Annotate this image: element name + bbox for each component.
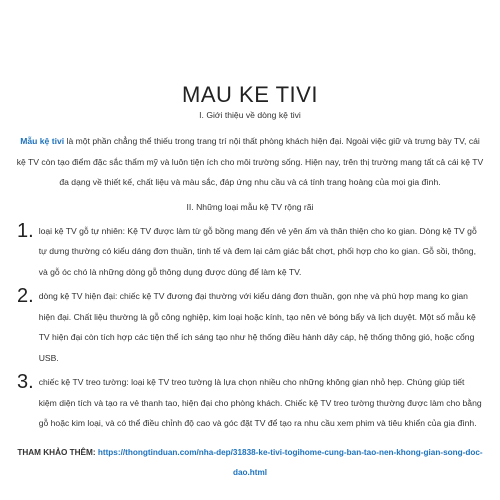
reference-paragraph — [16, 443, 484, 484]
list-item-number: 1. — [17, 219, 34, 242]
intro-text: là một phần chẳng thể thiếu trong trang trí nội thất phòng khách hiện đại. Ngoài việc giữ và trưng bày TV, cái kệ TV còn tạo điểm đặc sắc thẩm mỹ và luôn tiện ích cho môi trường sống. Hiện nay, trên thị trường mang tất cả cái kệ TV đa dạng về thiết kế, chất liệu và màu sắc, đáp ứng nhu cầu và cá tính trang hoàng của mọi gia đình. — [16, 136, 484, 187]
list-item — [16, 221, 484, 283]
article-subtitle: I. Giới thiệu về dòng kệ tivi — [199, 110, 301, 120]
list-item-number: 3. — [17, 371, 34, 393]
list-item-text: chiếc kệ TV treo tường: loại kệ TV treo tường là lựa chọn nhiều cho những không gian nhỏ hẹp. Chúng giúp tiết kiệm diện tích và tạo ra vẻ thanh tao, hiện đại cho phòng khách. Chiếc kệ TV treo tường thường được làm cho bằng gỗ hoặc kim loại, và có thể điều chỉnh độ cao và góc đặt TV để tạo ra nhu cầu xem phim và tiêu khiển của gia đình. — [38, 377, 482, 428]
intro-paragraph — [16, 131, 484, 193]
list-item-number: 2. — [17, 285, 34, 307]
section-heading: II. Những loại mẫu kệ TV rộng rãi — [186, 201, 314, 212]
list-item — [16, 372, 484, 434]
intro-keyword-link[interactable]: Mẫu kệ tivi — [20, 136, 65, 146]
tv-stand-type-list — [16, 221, 484, 434]
list-item-text: dòng kệ TV hiện đại: chiếc kệ TV đương đại thường với kiểu dáng đơn thuần, gọn nhẹ và phù hợp mang ko gian hiện đại. Chất liệu thường là gỗ công nghiệp, kim loại hoặc kính, tạo nên vẻ bóng bẩy và lịch duyệt. Một số mẫu kệ TV hiện đại còn tích hợp các tiện thể ích sáng tạo như hệ thống điều hành dây cáp, hệ thống thông gió, hoặc cổng USB. — [38, 291, 476, 363]
reference-link[interactable]: https://thongtinduan.com/nha-dep/31838-ke-tivi-togihome-cung-ban-tao-nen-khong-gian-song-doc-dao.html — [97, 447, 483, 477]
list-item — [16, 286, 484, 368]
list-item-text: loại kệ TV gỗ tự nhiên: Kệ TV được làm từ gỗ bồng mang đến vẻ yên ấm và thân thiện cho ko gian. Dòng kệ TV gỗ tự dưng thường có kiểu dáng đơn thuần, tinh tế và đem lại cảm giác bắt chợt, phối hợp cho ko gian. Gỗ sồi, thông, và gỗ óc chó là những dòng gỗ thông dụng được dùng để làm kệ TV. — [38, 225, 477, 277]
article-title: MAU KE TIVI — [182, 82, 318, 107]
reference-label: THAM KHẢO THÊM: — [17, 447, 98, 457]
